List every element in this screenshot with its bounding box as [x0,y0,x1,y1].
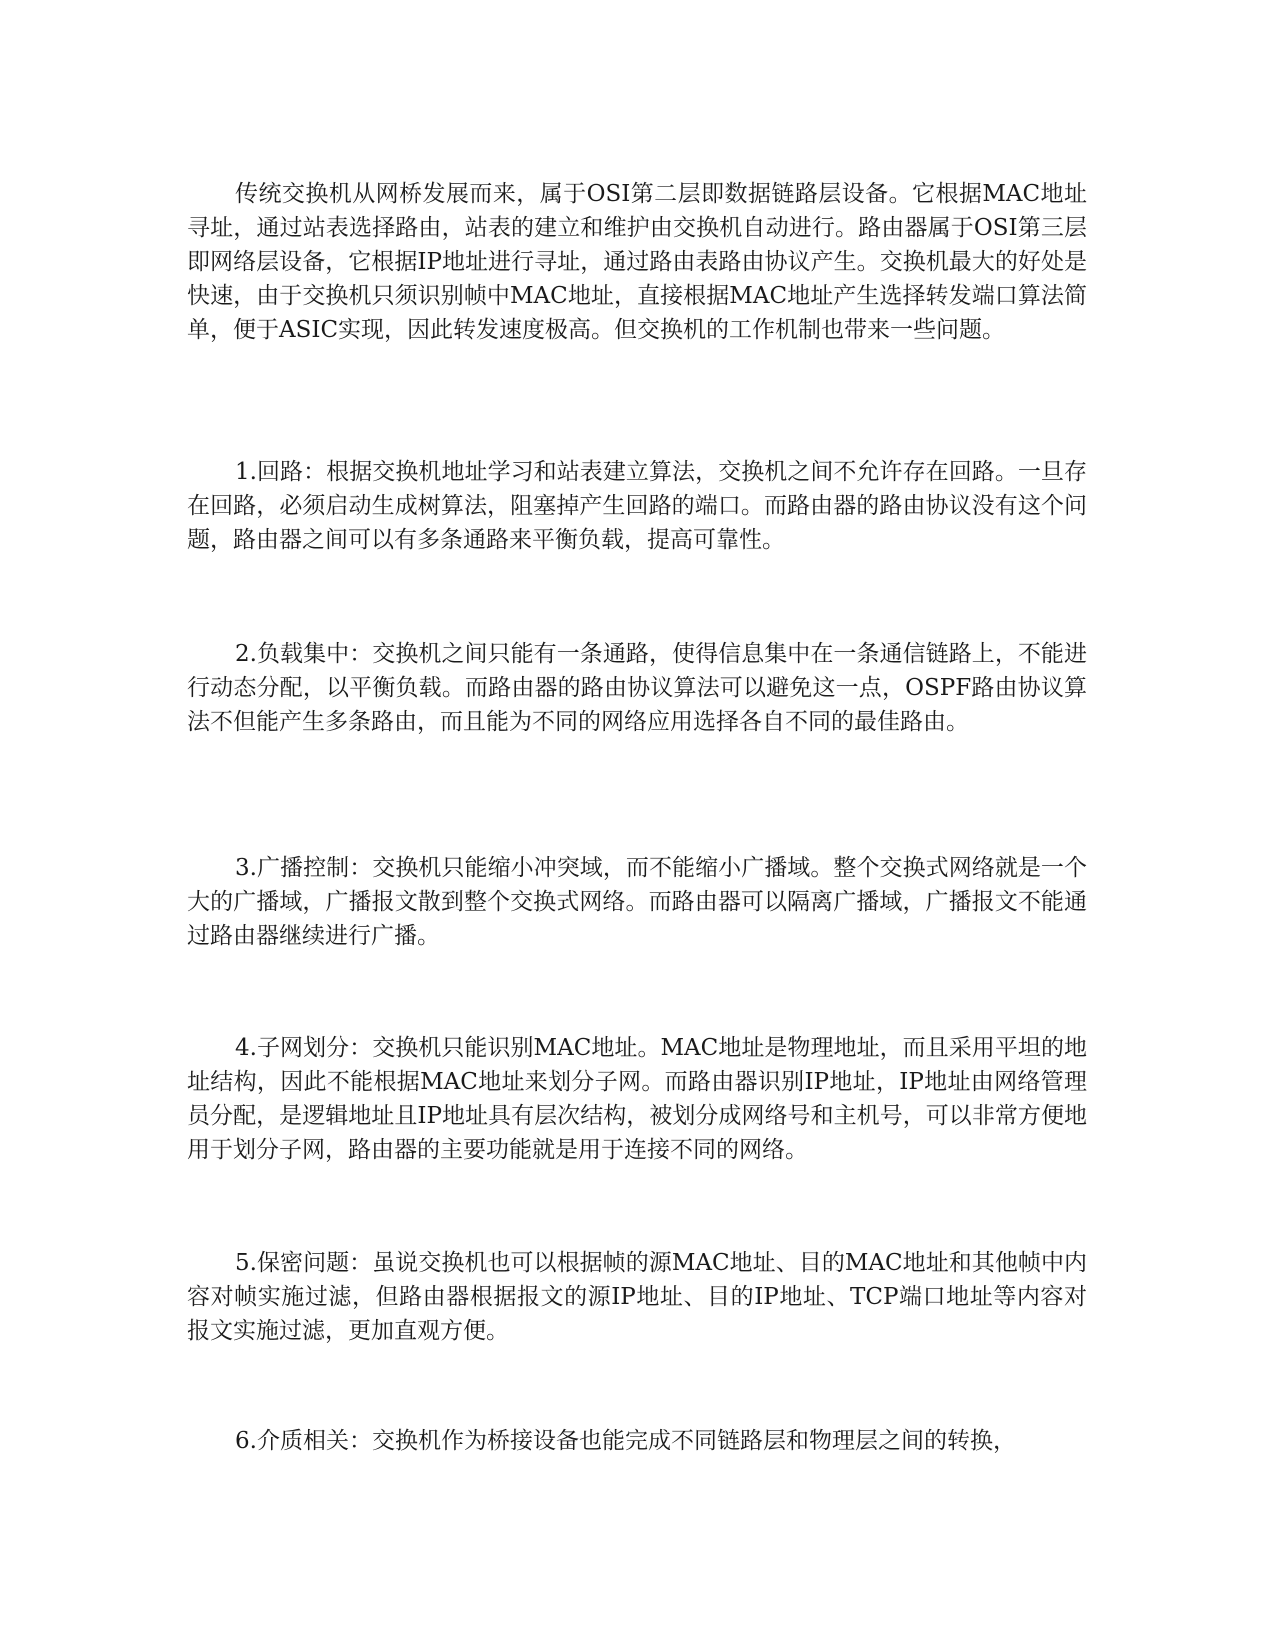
media-dependency-paragraph: 6.介质相关：交换机作为桥接设备也能完成不同链路层和物理层之间的转换， [235,1428,1016,1454]
loop-paragraph: 1.回路：根据交换机地址学习和站表建立算法，交换机之间不允许存在回路。一旦存在回路，必须启动生成树算法，阻塞掉产生回路的端口。而路由器的路由协议没有这个问题，路由器之间可以有多条通路来平衡负载，提高可靠性。 [187,459,1087,553]
broadcast-control-paragraph: 3.广播控制：交换机只能缩小冲突域，而不能缩小广播域。整个交换式网络就是一个大的广播域，广播报文散到整个交换式网络。而路由器可以隔离广播域，广播报文不能通过路由器继续进行广播。 [187,855,1087,949]
load-concentration-paragraph: 2.负载集中：交换机之间只能有一条通路，使得信息集中在一条通信链路上，不能进行动态分配，以平衡负载。而路由器的路由协议算法可以避免这一点，OSPF路由协议算法不但能产生多条路由，而且能为不同的网络应用选择各自不同的最佳路由。 [187,641,1087,735]
security-paragraph: 5.保密问题：虽说交换机也可以根据帧的源MAC地址、目的MAC地址和其他帧中内容对帧实施过滤，但路由器根据报文的源IP地址、目的IP地址、TCP端口地址等内容对报文实施过滤，更加直观方便。 [187,1250,1087,1344]
intro-paragraph: 传统交换机从网桥发展而来，属于OSI第二层即数据链路层设备。它根据MAC地址寻址，通过站表选择路由，站表的建立和维护由交换机自动进行。路由器属于OSI第三层即网络层设备，它根据IP地址进行寻址，通过路由表路由协议产生。交换机最大的好处是快速，由于交换机只须识别帧中MAC地址，直接根据MAC地址产生选择转发端口算法简单，便于ASIC实现，因此转发速度极高。但交换机的工作机制也带来一些问题。 [187,181,1087,343]
subnetting-paragraph: 4.子网划分：交换机只能识别MAC地址。MAC地址是物理地址，而且采用平坦的地址结构，因此不能根据MAC地址来划分子网。而路由器识别IP地址，IP地址由网络管理员分配，是逻辑地址且IP地址具有层次结构，被划分成网络号和主机号，可以非常方便地用于划分子网，路由器的主要功能就是用于连接不同的网络。 [187,1035,1087,1163]
